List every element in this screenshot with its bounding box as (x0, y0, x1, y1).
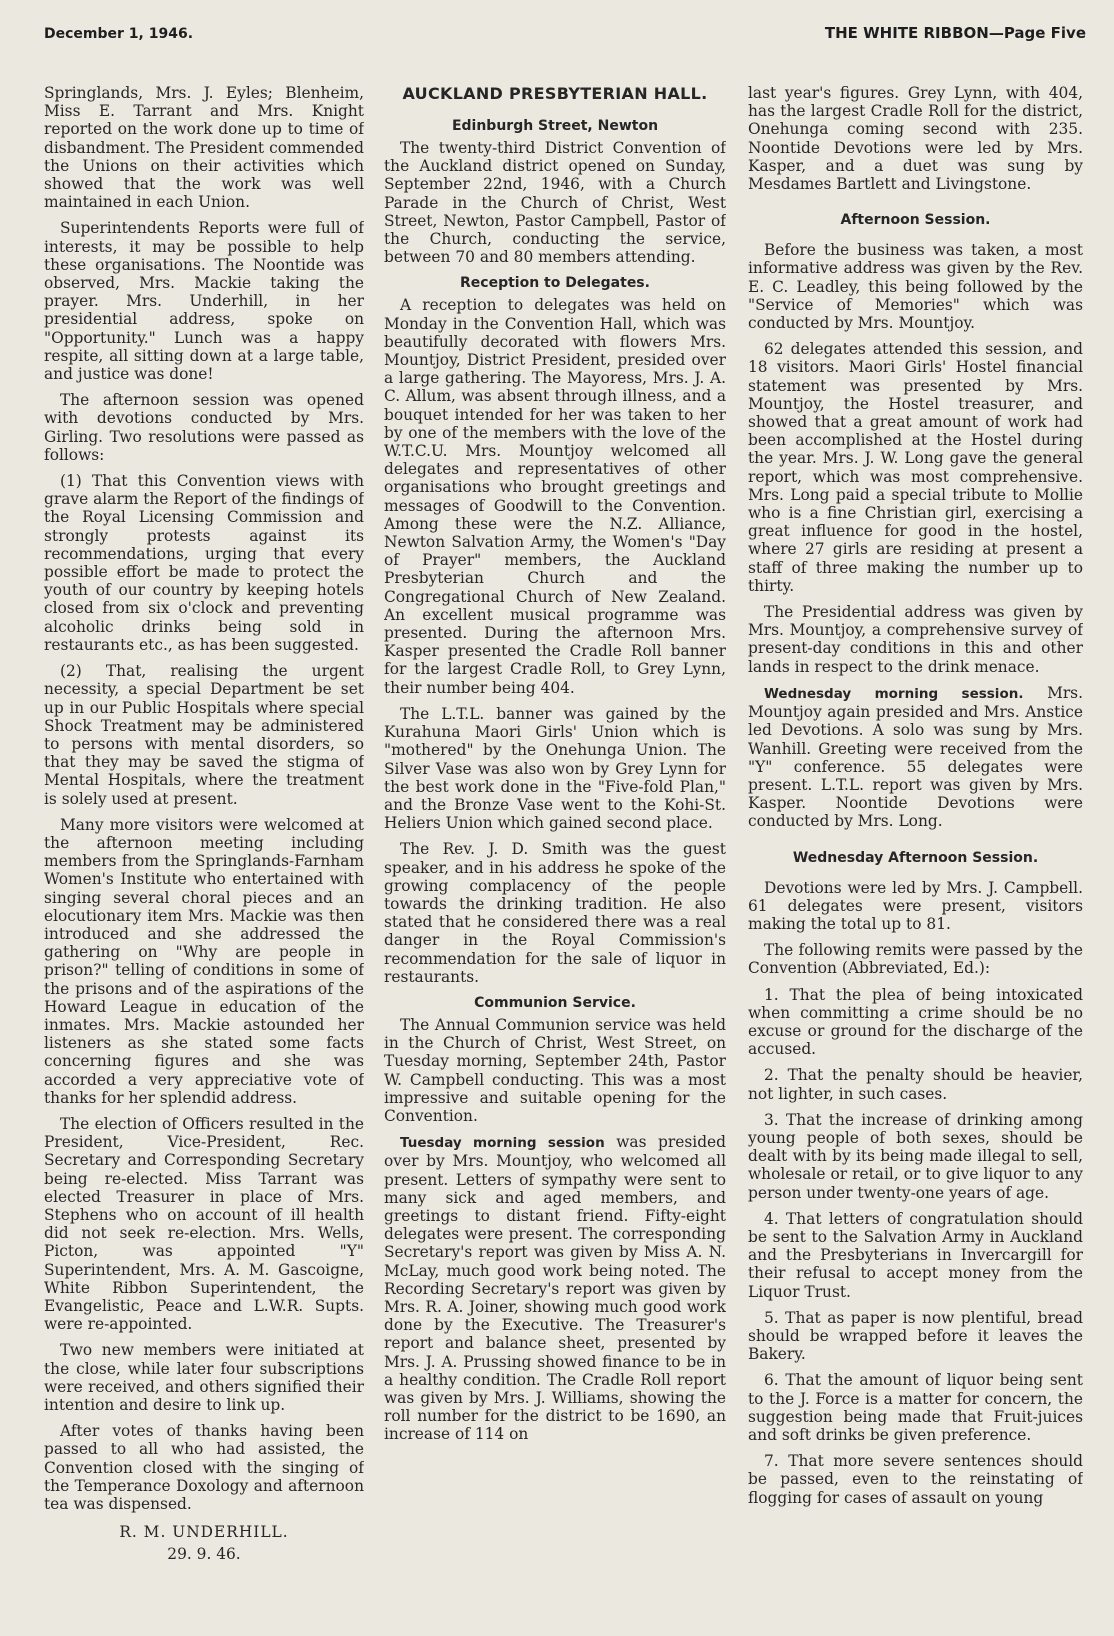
remit-5: 5. That as paper is now plentiful, bread should be wrapped before it leaves the Bakery. (748, 1308, 1083, 1364)
paragraph: After votes of thanks having been passed to all who had assisted, the Convention closed with the singing of the Temperance Doxology and afternoon tea was dispensed. (44, 1422, 364, 1514)
section-heading-wednesday-afternoon: Wednesday Afternoon Session. (792, 849, 1039, 866)
section-heading-afternoon: Afternoon Session. (840, 212, 991, 229)
paragraph: The L.T.L. banner was gained by the Kurahuna Maori Girls' Union which is "mothered" by the Onehunga Union. The Silver Vase was also won by Grey Lynn for the best work done in the "Five-fold Plan," and the Bronze Vase went to the Kohi-St. Heliers Union which gained second place. (384, 704, 726, 833)
paragraph: Springlands, Mrs. J. Eyles; Blenheim, Miss E. Tarrant and Mrs. Knight reported on the work done up to time of disbandment. The President commended the Unions on their activities which showed that the work was well maintained in each Union. (44, 84, 364, 212)
publication-page-label: THE WHITE RIBBON—Page Five (824, 24, 1086, 42)
paragraph: The Presidential address was given by Mrs. Mountjoy, a comprehensive survey of present-day conditions in this and other lands in respect to the drink menace. (748, 603, 1083, 676)
paragraph-wednesday-morning (748, 684, 1083, 831)
paragraph: The Annual Communion service was held in the Church of Christ, West Street, on Tuesday morning, September 24th, Pastor W. Campbell conducting. This was a most impressive and suitable opening for the Convention. (384, 1015, 726, 1125)
paragraph-tuesday-session (384, 1133, 726, 1443)
run-in-heading: Wednesday morning session. (764, 685, 1024, 702)
remit-2: 2. That the penalty should be heavier, not lighter, in such cases. (748, 1066, 1083, 1103)
column-left (44, 84, 364, 1626)
paragraph: last year's figures. Grey Lynn, with 404, has the largest Cradle Roll for the district, Onehunga coming second with 235. Noontide Devotions were led by Mrs. Kasper, and a duet was sung by Mesdames Bartlett and Livingstone. (748, 84, 1083, 194)
paragraph: Many more visitors were welcomed at the afternoon meeting including members from the Springlands-Farnham Women's Institute who entertained with singing several choral pieces and an elocutionary item Mrs. Mackie was then introduced and she addressed the gathering on "Why are people in prison?" telling of conditions in some of the prisons and of the aspirations of the Howard League in education of the inmates. Mrs. Mackie astounded her listeners as she stated some facts concerning figures and she was accorded a very appreciative vote of thanks for her splendid address. (44, 815, 364, 1107)
remit-3: 3. That the increase of drinking among young people of both sexes, should be dealt with by its being made illegal to sell, wholesale or retail, or to give liquor to any person under twenty-one years of age. (748, 1110, 1083, 1202)
column-right (748, 84, 1083, 1626)
section-heading-edinburgh: Edinburgh Street, Newton (451, 118, 659, 134)
article-title: AUCKLAND PRESBYTERIAN HALL. (402, 84, 708, 103)
author-signature: R. M. UNDERHILL. (119, 1523, 289, 1542)
remit-6: 6. That the amount of liquor being sent to the J. Force is a matter for concern, the suggestion being made that Fruit-juices and soft drinks be given preference. (748, 1371, 1083, 1444)
section-heading-communion: Communion Service. (474, 994, 636, 1011)
paragraph: 62 delegates attended this session, and 18 visitors. Maori Girls' Hostel financial statement was presented by Mrs. Mountjoy, the Hostel treasurer, and showed that a great amount of work had been accomplished at the Hostel during the year. Mrs. J. W. Long gave the general report, which was most comprehensive. Mrs. Long paid a special tribute to Mollie who is a fine Christian girl, exercising a great influence for good in the hostel, where 27 girls are residing at present a staff of three making the number up to thirty. (748, 340, 1083, 595)
resolution-2: (2) That, realising the urgent necessity, a special Department be set up in our Public Hospitals where special Shock Treatment may be administered to persons with mental disorders, so that they may be saved the stigma of Mental Hospitals, where the treatment is solely used at present. (44, 662, 364, 808)
issue-date: December 1, 1946. (44, 26, 194, 42)
column-middle (384, 84, 726, 1626)
section-heading-reception: Reception to Delegates. (460, 275, 650, 292)
signature-date: 29. 9. 46. (167, 1545, 241, 1564)
paragraph: The afternoon session was opened with devotions conducted by Mrs. Girling. Two resolutions were passed as follows: (44, 391, 364, 464)
paragraph: The Rev. J. D. Smith was the guest speaker, and in his address he spoke of the growing complacency of the people towards the drinking tradition. He also stated that he considered there was a real danger in the Royal Commission's recommendation for the sale of liquor in restaurants. (384, 840, 726, 986)
remit-7: 7. That more severe sentences should be passed, even to the reinstating of flogging for cases of assault on young (748, 1452, 1083, 1507)
paragraph: The following remits were passed by the Convention (Abbreviated, Ed.): (748, 941, 1083, 978)
paragraph-body: Mrs. Mountjoy again presided and Mrs. Anstice led Devotions. A solo was sung by Mrs. Wanhill. Greeting were received from the "Y" conference. 55 delegates were present. L.T.L. report was given by Mrs. Kasper. Noontide Devotions were conducted by Mrs. Long. (748, 683, 1083, 831)
paragraph: The election of Officers resulted in the President, Vice-President, Rec. Secretary and Corresponding Secretary being re-elected. Miss Tarrant was elected Treasurer in place of Mrs. Stephens who on account of ill health did not seek re-election. Mrs. Wells, Picton, was appointed "Y" Superintendent, Mrs. A. M. Gascoigne, White Ribbon Superintendent, the Evangelistic, Peace and L.W.R. Supts. were re-appointed. (44, 1114, 364, 1334)
paragraph: Before the business was taken, a most informative address was given by the Rev. E. C. Leadley, this being followed by the "Service of Memories" which was conducted by Mrs. Mountjoy. (748, 241, 1083, 333)
paragraph-body: was presided over by Mrs. Mountjoy, who welcomed all present. Letters of sympathy were sent to many sick and aged members, and greetings to distant friend. Fifty-eight delegates were present. The corresponding Secretary's report was given by Miss A. N. McLay, much good work being noted. The Recording Secretary's report was given by Mrs. R. A. Joiner, showing much good work done by the Executive. The Treasurer's report and balance sheet, presented by Mrs. J. A. Prussing showed finance to be in a healthy condition. The Cradle Roll report was given by Mrs. J. Williams, showing the roll number for the district to be 1690, an increase of 114 on (384, 1133, 726, 1444)
paragraph: Two new members were initiated at the close, while later four subscriptions were received, and others signified their intention and desire to link up. (44, 1341, 364, 1415)
page-header (44, 22, 1086, 52)
resolution-1: (1) That this Convention views with grave alarm the Report of the findings of the Royal Licensing Commission and strongly protests against its recommendations, urging that every possible effort be made to protect the youth of our country by keeping hotels closed from six o'clock and preventing alcoholic drinks being sold in restaurants etc., as has been suggested. (44, 472, 364, 654)
run-in-heading: Tuesday morning session (400, 1135, 605, 1152)
remit-1: 1. That the plea of being intoxicated when committing a crime should be no excuse or ground for the discharge of the accused. (748, 985, 1083, 1059)
paragraph: The twenty-third District Convention of the Auckland district opened on Sunday, September 22nd, 1946, with a Church Parade in the Church of Christ, West Street, Newton, Pastor Campbell, Pastor of the Church, conducting the service, between 70 and 80 members attending. (384, 139, 726, 267)
paragraph: Devotions were led by Mrs. J. Campbell. 61 delegates were present, visitors making the total up to 81. (748, 878, 1083, 933)
remit-4: 4. That letters of congratulation should be sent to the Salvation Army in Auckland and the Presbyterians in Invercargill for their refusal to accept money from the Liquor Trust. (748, 1209, 1083, 1301)
paragraph: Superintendents Reports were full of interests, it may be possible to help these organisations. The Noontide was observed, Mrs. Mackie taking the prayer. Mrs. Underhill, in her presidential address, spoke on "Opportunity." Lunch was a happy respite, all sitting down at a large table, and justice was done! (44, 219, 364, 384)
paragraph: A reception to delegates was held on Monday in the Convention Hall, which was beautifully decorated with flowers Mrs. Mountjoy, District President, presided over a large gathering. The Mayoress, Mrs. J. A. C. Allum, was absent through illness, and a bouquet intended for her was taken to her by one of the members with the love of the W.T.C.U. Mrs. Mountjoy welcomed all delegates and representatives of other organisations who brought greetings and messages of Goodwill to the Convention. Among these were the N.Z. Alliance, Newton Salvation Army, the Women's "Day of Prayer" members, the Auckland Presbyterian Church and the Congregational Church of New Zealand. An excellent musical programme was presented. During the afternoon Mrs. Kasper presented the Cradle Roll banner for the largest Cradle Roll, to Grey Lynn, their number being 404. (384, 296, 726, 697)
